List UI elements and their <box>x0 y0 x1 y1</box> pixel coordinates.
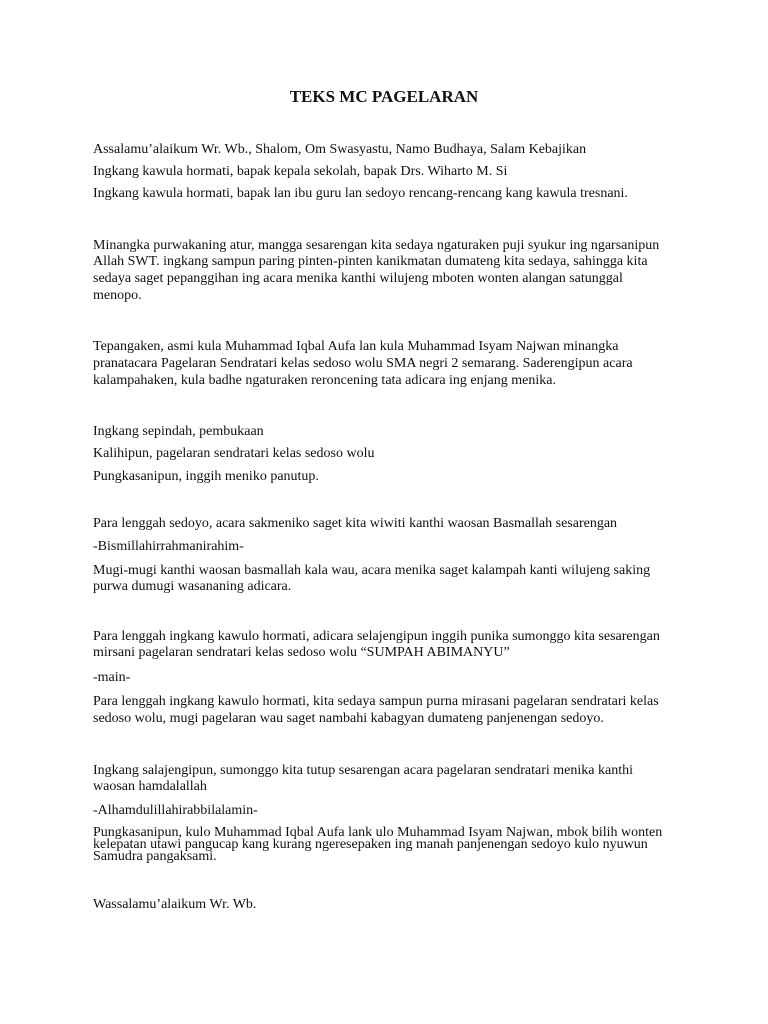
text-line: Ingkang kawula hormati, bapak kepala sekolah, bapak Drs. Wiharto M. Si <box>93 164 508 179</box>
text-line: menopo. <box>93 288 142 303</box>
text-line: purwa dumugi wasananing adicara. <box>93 579 292 594</box>
text-line: Para lenggah ingkang kawulo hormati, kita sedaya sampun purna mirasani pagelaran sendratari kelas <box>93 694 659 709</box>
text-line: waosan hamdalallah <box>93 779 207 794</box>
text-line: Ingkang kawula hormati, bapak lan ibu guru lan sedoyo rencang-rencang kang kawula tresnani. <box>93 186 628 201</box>
greeting-line: Assalamu’alaikum Wr. Wb., Shalom, Om Swasyastu, Namo Budhaya, Salam Kebajikan <box>93 142 587 157</box>
text-line: sedaya saget pepanggihan ing acara menika kanthi wilujeng mboten wonten alangan satunggal <box>93 271 623 286</box>
text-line: -main- <box>93 670 131 685</box>
text-line: sedoso wolu, mugi pagelaran wau saget nambahi kabagyan dumateng panjenengan sedoyo. <box>93 711 604 726</box>
text-line: Tepangaken, asmi kula Muhammad Iqbal Aufa lan kula Muhammad Isyam Najwan minangka <box>93 339 619 354</box>
text-line: Ingkang sepindah, pembukaan <box>93 424 264 439</box>
text-line: Pungkasanipun, kulo Muhammad Iqbal Aufa lank ulo Muhammad Isyam Najwan, mbok bilih wonten <box>93 825 663 840</box>
text-line: -Alhamdulillahirabbilalamin- <box>93 803 258 818</box>
text-line: kalampahaken, kula badhe ngaturaken reroncening tata adicara ing enjang menika. <box>93 373 556 388</box>
text-line: Allah SWT. ingkang sampun paring pinten-pinten kanikmatan dumateng kita sedaya, sahingga kita <box>93 254 648 269</box>
text-line: Ingkang salajengipun, sumonggo kita tutup sesarengan acara pagelaran sendratari menika kanthi <box>93 763 633 778</box>
text-line: Kalihipun, pagelaran sendratari kelas sedoso wolu <box>93 446 375 461</box>
page-title: TEKS MC PAGELARAN <box>289 87 479 106</box>
text-line: -Bismillahirrahmanirahim- <box>93 539 244 554</box>
closing-line: Wassalamu’alaikum Wr. Wb. <box>93 897 257 912</box>
text-line: Para lenggah sedoyo, acara sakmeniko saget kita wiwiti kanthi waosan Basmallah sesarengan <box>93 516 618 531</box>
text-line: kelepatan utawi pangucap kang kurang ngeresepaken ing manah panjenengan sedoyo kulo nyuwun <box>93 837 648 852</box>
text-line: Samudra pangaksami. <box>93 849 217 864</box>
text-line: Mugi-mugi kanthi waosan basmallah kala wau, acara menika saget kalampah kanti wilujeng saking <box>93 563 651 578</box>
text-line: Para lenggah ingkang kawulo hormati, adicara selajengipun inggih punika sumonggo kita sesarengan <box>93 629 660 644</box>
text-line: Minangka purwakaning atur, mangga sesarengan kita sedaya ngaturaken puji syukur ing ngarsanipun <box>93 238 660 253</box>
text-line: Pungkasanipun, inggih meniko panutup. <box>93 469 319 484</box>
text-line: pranatacara Pagelaran Sendratari kelas sedoso wolu SMA negri 2 semarang. Saderengipun acara <box>93 356 633 371</box>
text-line: mirsani pagelaran sendratari kelas sedoso wolu “SUMPAH ABIMANYU” <box>93 645 510 660</box>
